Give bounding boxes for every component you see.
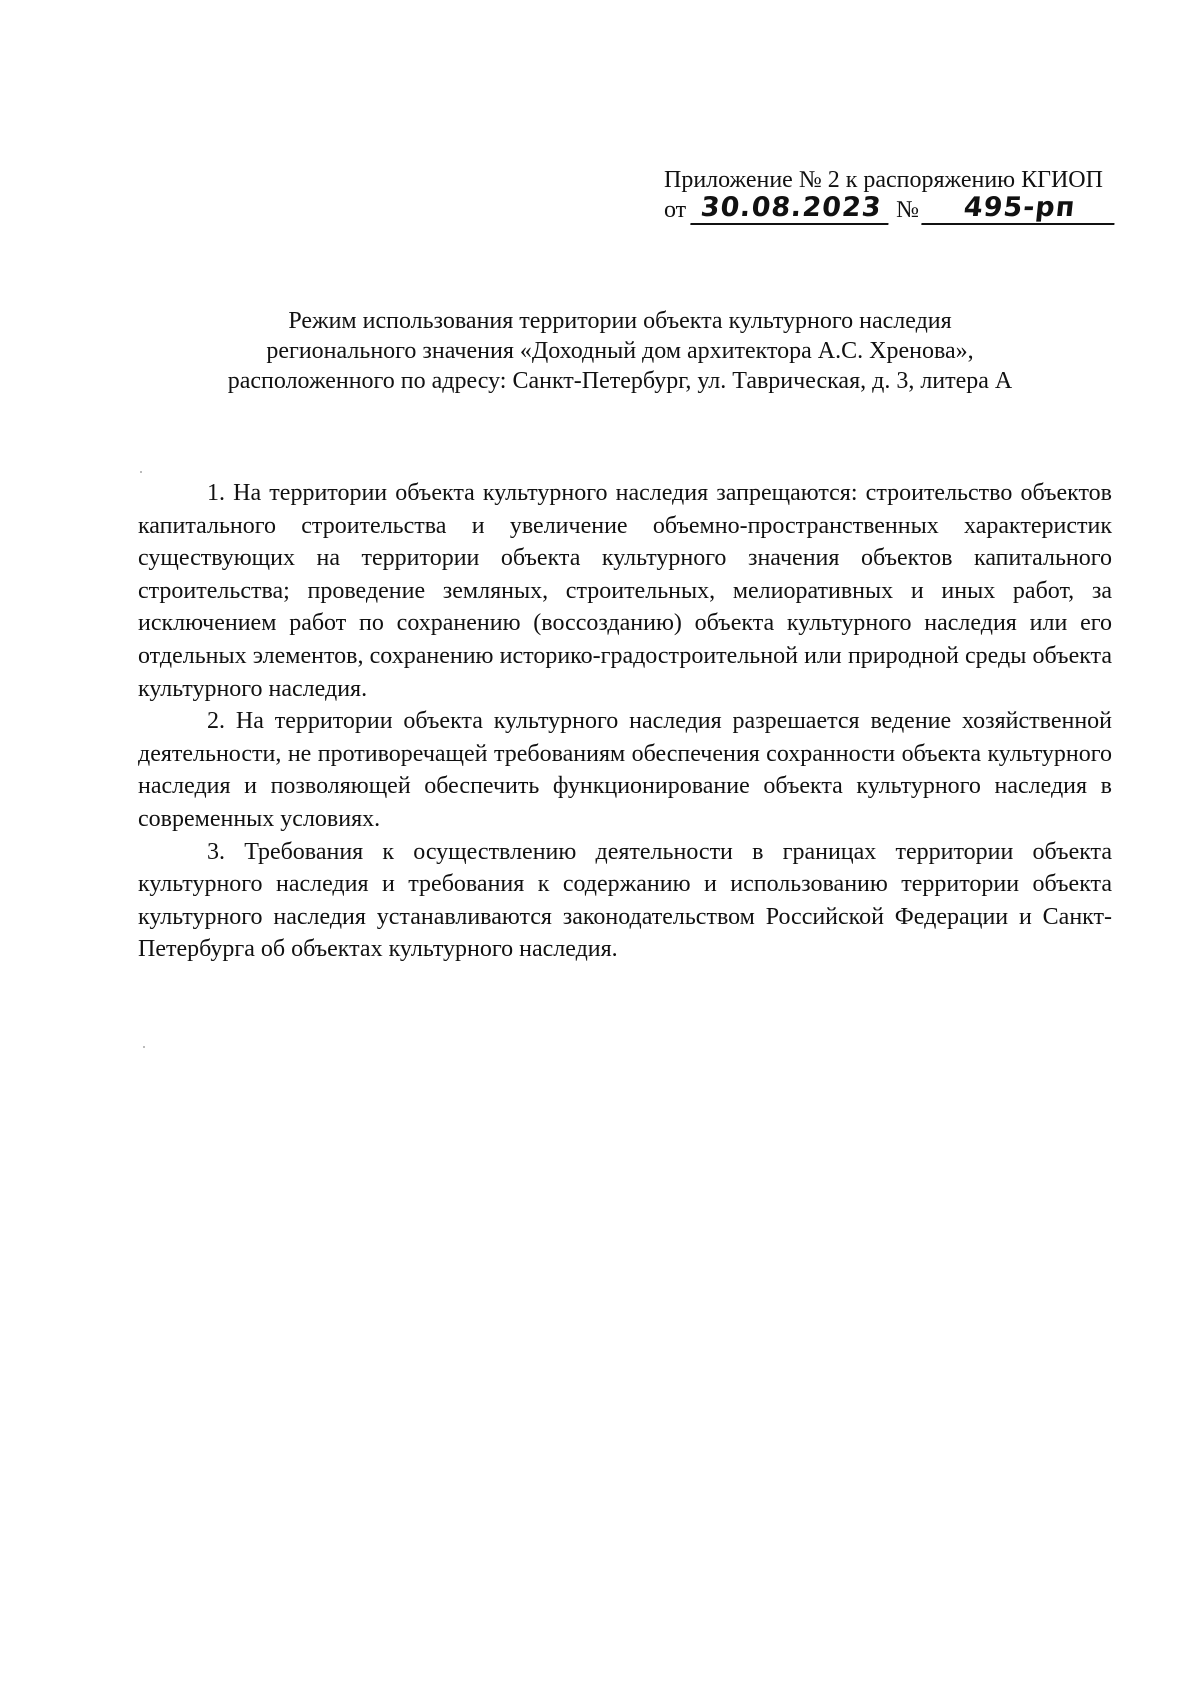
scan-artifact-dot [143,1046,145,1048]
annex-number-label: № [896,197,920,223]
handwritten-order-number: 495-рп [921,193,1117,225]
scan-artifact-dot [140,471,142,473]
handwritten-date: 30.08.2023 [690,193,891,225]
title-line-1: Режим использования территории объекта культурного наследия [288,308,952,334]
title-line-3: расположенного по адресу: Санкт-Петербург, ул. Таврическая, д. 3, литера А [227,368,1013,394]
annex-reference: Приложение № 2 к распоряжению КГИОП [664,167,1103,193]
annex-date-number-line [664,193,1124,225]
document-title [130,306,1110,396]
paragraph-3: 3. Требования к осуществлению деятельности в границах территории объекта культурного наследия и требования к содержанию и использованию территории объекта культурного наследия устанавливаются законодательством Российской Федерации и Санкт-Петербурга об объектах культурного наследия. [138,838,1112,963]
annex-header [664,165,1124,225]
annex-from-label: от [664,197,687,223]
paragraph-2: 2. На территории объекта культурного наследия разрешается ведение хозяйственной деятельности, не противоречащей требованиям обеспечения сохранности объекта культурного наследия и позволяющей обеспечить функционирование объекта культурного наследия в современных условиях. [138,708,1112,832]
document-body [138,477,1112,966]
paragraph-1: 1. На территории объекта культурного наследия запрещаются: строительство объектов капитального строительства и увеличение объемно-пространственных характеристик существующих на территории объекта культурного значения объектов капитального строительства; проведение земляных, строительных, мелиоративных и иных работ, за исключением работ по сохранению (воссозданию) объекта культурного наследия или его отдельных элементов, сохранению историко-градостроительной или природной среды объекта культурного наследия. [138,480,1112,702]
title-line-2: регионального значения «Доходный дом архитектора А.С. Хренова», [266,338,974,364]
